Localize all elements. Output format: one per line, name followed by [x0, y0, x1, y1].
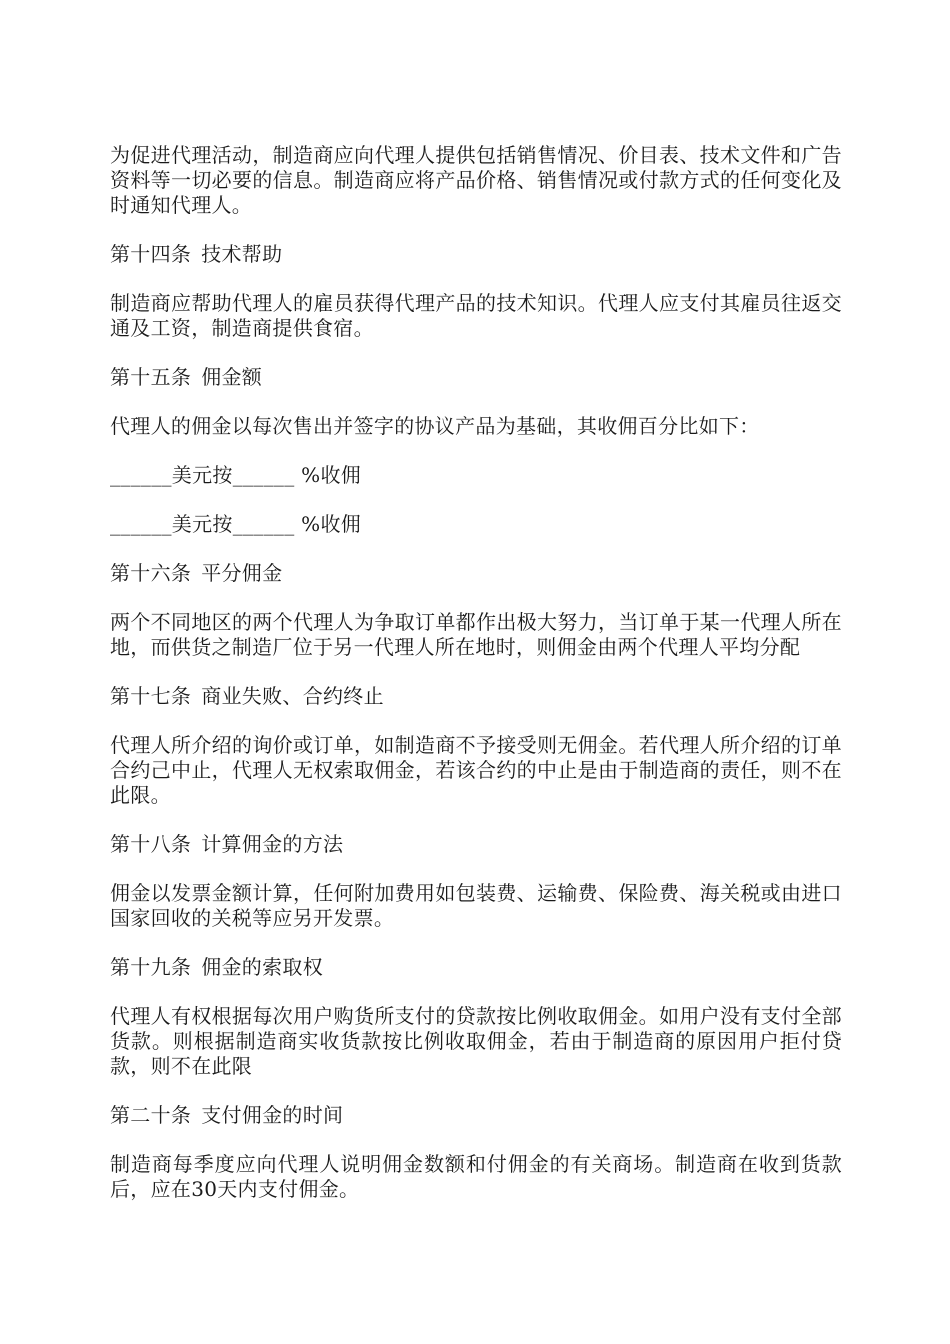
article-20-body: 制造商每季度应向代理人说明佣金数额和付佣金的有关商场。制造商在收到货款后，应在30天内支付佣金。	[110, 1152, 842, 1201]
document-body	[110, 143, 842, 1226]
article-15-heading	[110, 365, 842, 390]
article-19-number: 第十九条	[110, 955, 192, 979]
article-16-heading	[110, 561, 842, 586]
article-18-title: 计算佣金的方法	[201, 832, 344, 856]
article-14-body: 制造商应帮助代理人的雇员获得代理产品的技术知识。代理人应支付其雇员往返交通及工资，制造商提供食宿。	[110, 291, 842, 340]
article-20-heading	[110, 1103, 842, 1128]
article-19-title: 佣金的索取权	[201, 955, 324, 979]
article-16-body: 两个不同地区的两个代理人为争取订单都作出极大努力，当订单于某一代理人所在地，而供货之制造厂位于另一代理人所在地时，则佣金由两个代理人平均分配	[110, 610, 842, 659]
commission-rate-line-2: ______美元按______ %收佣	[110, 512, 362, 536]
article-18-number: 第十八条	[110, 832, 192, 856]
article-20-number: 第二十条	[110, 1103, 192, 1127]
article-14-number: 第十四条	[110, 242, 192, 266]
commission-rate-line-1: ______美元按______ %收佣	[110, 463, 362, 487]
article-15-body: 代理人的佣金以每次售出并签字的协议产品为基础，其收佣百分比如下：	[110, 414, 760, 438]
article-17-title: 商业失败、合约终止	[201, 684, 384, 708]
article-19-body: 代理人有权根据每次用户购货所支付的贷款按比例收取佣金。如用户没有支付全部货款。则根据制造商实收货款按比例收取佣金，若由于制造商的原因用户拒付贷款，则不在此限	[110, 1004, 842, 1078]
article-18-heading	[110, 832, 842, 857]
article-17-heading	[110, 684, 842, 709]
article-15-title: 佣金额	[201, 365, 263, 389]
article-19-heading	[110, 955, 842, 980]
article-14-title: 技术帮助	[201, 242, 283, 266]
intro-paragraph: 为促进代理活动，制造商应向代理人提供包括销售情况、价目表、技术文件和广告资料等一切必要的信息。制造商应将产品价格、销售情况或付款方式的任何变化及时通知代理人。	[110, 143, 842, 217]
article-16-number: 第十六条	[110, 561, 192, 585]
article-17-body: 代理人所介绍的询价或订单，如制造商不予接受则无佣金。若代理人所介绍的订单合约己中止，代理人无权索取佣金，若该合约的中止是由于制造商的责任，则不在此限。	[110, 733, 842, 807]
article-16-title: 平分佣金	[201, 561, 283, 585]
article-20-title: 支付佣金的时间	[201, 1103, 344, 1127]
article-14-heading	[110, 242, 842, 267]
article-17-number: 第十七条	[110, 684, 192, 708]
article-18-body: 佣金以发票金额计算，任何附加费用如包装费、运输费、保险费、海关税或由进口国家回收的关税等应另开发票。	[110, 881, 842, 930]
article-15-number: 第十五条	[110, 365, 192, 389]
